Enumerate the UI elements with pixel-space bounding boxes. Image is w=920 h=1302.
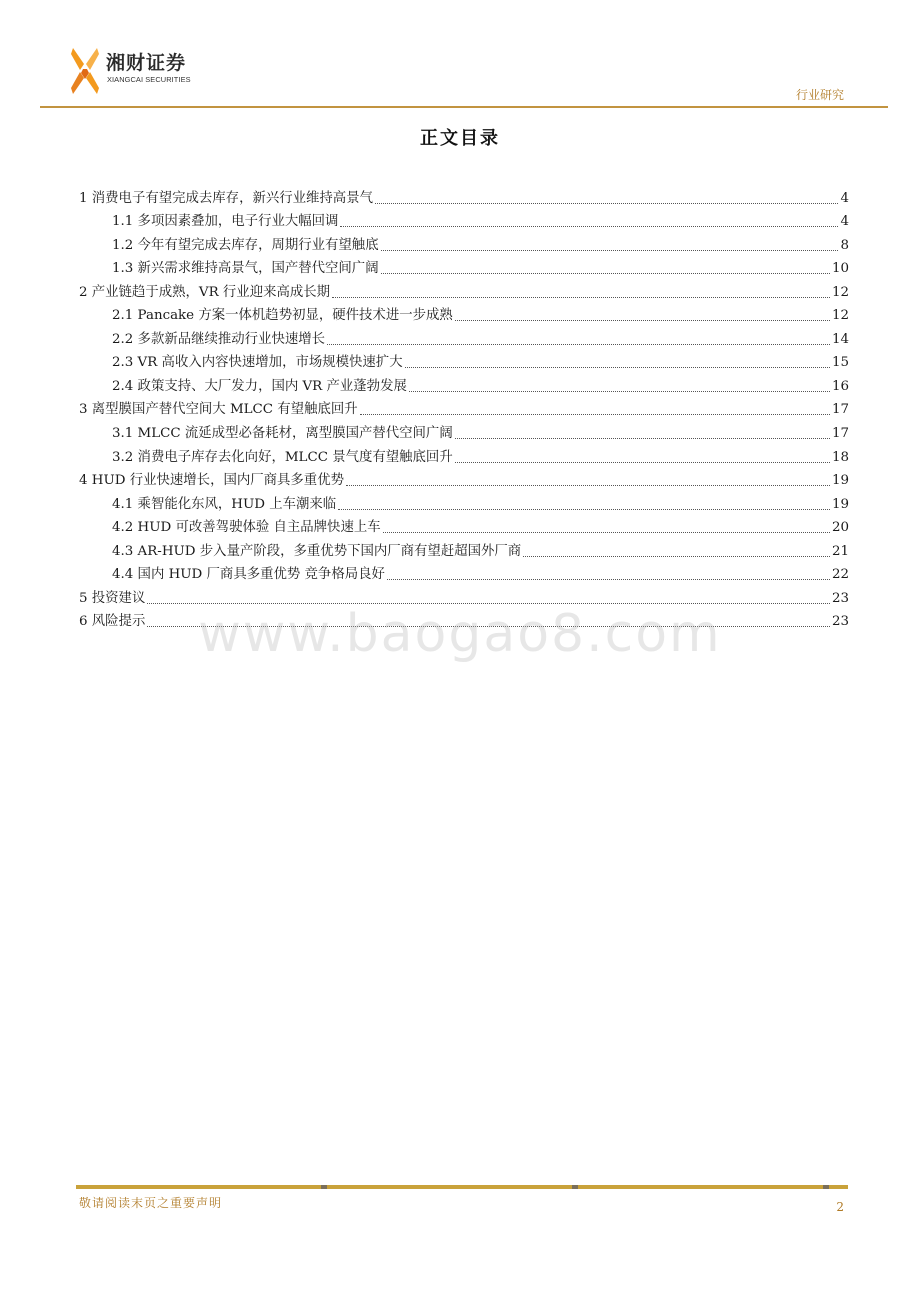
toc-dot-leader xyxy=(375,203,838,204)
toc-entry-title: 6 风险提示 xyxy=(79,614,146,630)
toc-entry-title: 4 HUD 行业快速增长，国内厂商具多重优势 xyxy=(79,473,344,489)
toc-dot-leader xyxy=(387,579,830,580)
toc-entry-title: 1.3 新兴需求维持高景气，国产替代空间广阔 xyxy=(112,261,379,277)
toc-dot-leader xyxy=(338,509,830,510)
toc-dot-leader xyxy=(346,485,830,486)
toc-entry[interactable] xyxy=(79,396,849,420)
toc-dot-leader xyxy=(332,297,830,298)
toc-entry-title: 2.2 多款新品继续推动行业快速增长 xyxy=(112,331,326,347)
toc-entry-title: 1.2 今年有望完成去库存，周期行业有望触底 xyxy=(112,237,379,253)
logo-mark-icon xyxy=(70,46,100,96)
toc-entry-page-number: 23 xyxy=(831,614,849,630)
toc-entry[interactable] xyxy=(79,419,849,443)
toc-entry-page-number: 22 xyxy=(831,567,849,583)
toc-dot-leader xyxy=(360,414,830,415)
toc-entry[interactable] xyxy=(79,278,849,302)
toc-entry-page-number: 4 xyxy=(840,214,849,230)
toc-entry-title: 3.1 MLCC 流延成型必备耗材，离型膜国产替代空间广阔 xyxy=(112,426,453,442)
toc-dot-leader xyxy=(523,556,830,557)
toc-dot-leader xyxy=(381,250,839,251)
toc-entry[interactable] xyxy=(79,561,849,585)
toc-dot-leader xyxy=(340,226,838,227)
toc-entry-page-number: 23 xyxy=(831,590,849,606)
toc-dot-leader xyxy=(383,532,830,533)
page-header xyxy=(0,0,920,112)
toc-entry-page-number: 19 xyxy=(831,496,849,512)
toc-entry-page-number: 21 xyxy=(831,543,849,559)
table-of-contents xyxy=(79,184,849,631)
toc-entry[interactable] xyxy=(79,325,849,349)
toc-entry[interactable] xyxy=(79,467,849,491)
toc-entry-page-number: 12 xyxy=(831,308,849,324)
toc-entry-title: 4.1 乘智能化东风，HUD 上车潮来临 xyxy=(112,496,337,512)
toc-entry-page-number: 15 xyxy=(831,355,849,371)
toc-entry-page-number: 4 xyxy=(840,190,849,206)
toc-entry[interactable] xyxy=(79,443,849,467)
toc-entry-page-number: 18 xyxy=(831,449,849,465)
toc-entry[interactable] xyxy=(79,349,849,373)
company-logo xyxy=(70,44,210,102)
toc-entry[interactable] xyxy=(79,490,849,514)
toc-dot-leader xyxy=(455,320,830,321)
toc-dot-leader xyxy=(455,438,830,439)
toc-entry-page-number: 8 xyxy=(840,237,849,253)
toc-entry-page-number: 14 xyxy=(831,331,849,347)
toc-title: 正文目录 xyxy=(420,128,500,149)
toc-entry-title: 1 消费电子有望完成去库存，新兴行业维持高景气 xyxy=(79,190,373,206)
toc-entry-page-number: 16 xyxy=(831,378,849,394)
toc-entry-title: 3.2 消费电子库存去化向好，MLCC 景气度有望触底回升 xyxy=(112,449,453,465)
toc-entry-title: 4.2 HUD 可改善驾驶体验 自主品牌快速上车 xyxy=(112,520,381,536)
toc-dot-leader xyxy=(409,391,830,392)
toc-dot-leader xyxy=(455,462,830,463)
toc-entry[interactable] xyxy=(79,372,849,396)
toc-entry-title: 2.1 Pancake 方案一体机趋势初显，硬件技术进一步成熟 xyxy=(112,308,453,324)
toc-entry-title: 3 离型膜国产替代空间大 MLCC 有望触底回升 xyxy=(79,402,358,418)
toc-entry[interactable] xyxy=(79,184,849,208)
logo-chinese-name: 湘财证券 xyxy=(106,52,187,74)
toc-entry[interactable] xyxy=(79,208,849,232)
page-number: 2 xyxy=(836,1200,844,1214)
toc-entry-title: 5 投资建议 xyxy=(79,590,146,606)
toc-entry-title: 1.1 多项因素叠加，电子行业大幅回调 xyxy=(112,214,339,230)
logo-english-name: XIANGCAI SECURITIES xyxy=(107,75,191,84)
toc-entry[interactable] xyxy=(79,231,849,255)
toc-entry-page-number: 19 xyxy=(831,473,849,489)
toc-entry-page-number: 20 xyxy=(831,520,849,536)
toc-entry[interactable] xyxy=(79,537,849,561)
toc-entry-title: 4.3 AR-HUD 步入量产阶段，多重优势下国内厂商有望赶超国外厂商 xyxy=(112,543,522,559)
watermark: www.baogao8.com xyxy=(198,604,722,664)
toc-entry-page-number: 10 xyxy=(831,261,849,277)
header-divider xyxy=(40,106,888,108)
report-category: 行业研究 xyxy=(795,88,844,102)
toc-dot-leader xyxy=(327,344,830,345)
toc-entry-page-number: 17 xyxy=(831,402,849,418)
toc-entry-title: 2 产业链趋于成熟，VR 行业迎来高成长期 xyxy=(79,284,331,300)
toc-entry-page-number: 12 xyxy=(831,284,849,300)
toc-entry[interactable] xyxy=(79,255,849,279)
footer-divider xyxy=(76,1185,848,1189)
toc-entry-title: 2.4 政策支持、大厂发力，国内 VR 产业蓬勃发展 xyxy=(112,378,407,394)
toc-dot-leader xyxy=(405,367,830,368)
toc-entry-page-number: 17 xyxy=(831,426,849,442)
toc-entry-title: 2.3 VR 高收入内容快速增加，市场规模快速扩大 xyxy=(112,355,403,371)
footer-disclaimer-note: 敬请阅读末页之重要声明 xyxy=(79,1196,223,1210)
toc-entry-title: 4.4 国内 HUD 厂商具多重优势 竞争格局良好 xyxy=(112,567,385,583)
toc-dot-leader xyxy=(381,273,830,274)
toc-entry[interactable] xyxy=(79,302,849,326)
toc-entry[interactable] xyxy=(79,514,849,538)
